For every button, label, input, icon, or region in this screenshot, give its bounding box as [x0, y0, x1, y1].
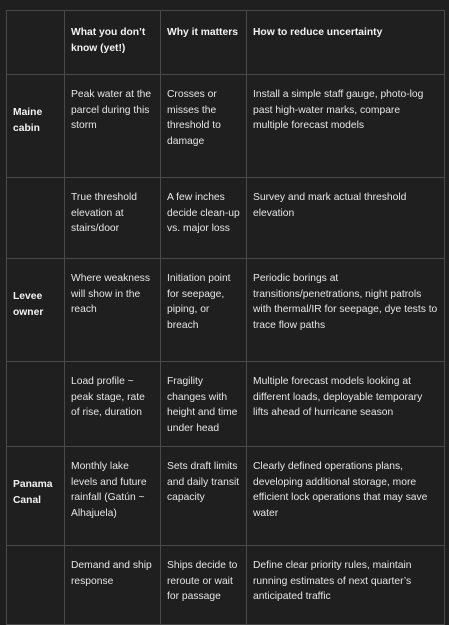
entity-cell: Panama Canal [7, 447, 65, 546]
reduce-cell: Define clear priority rules, maintain running estimates of next quarter’s anticipated traffic [247, 546, 445, 625]
table-row [7, 362, 445, 447]
table-row [7, 546, 445, 625]
table-row [7, 259, 445, 362]
entity-cell [7, 546, 65, 625]
uncertainty-table [6, 10, 445, 625]
reduce-cell: Periodic borings at transitions/penetrations, night patrols with thermal/IR for seepage, dye tests to trace flow paths [247, 259, 445, 362]
entity-cell [7, 362, 65, 447]
entity-cell: Maine cabin [7, 75, 65, 178]
entity-cell: Levee owner [7, 259, 65, 362]
matters-cell: A few inches decide clean-up vs. major loss [161, 178, 247, 259]
unknown-cell: Demand and ship response [65, 546, 161, 625]
header-unknown: What you don’t know (yet!) [65, 11, 161, 75]
unknown-cell: Monthly lake levels and future rainfall (Gatún ~ Alhajuela) [65, 447, 161, 546]
reduce-cell: Clearly defined operations plans, developing additional storage, more efficient lock operations that may save water [247, 447, 445, 546]
table-row [7, 75, 445, 178]
header-row [7, 11, 445, 75]
header-reduce: How to reduce uncertainty [247, 11, 445, 75]
matters-cell: Crosses or misses the threshold to damage [161, 75, 247, 178]
reduce-cell: Multiple forecast models looking at different loads, deployable temporary lifts ahead of hurricane season [247, 362, 445, 447]
unknown-cell: True threshold elevation at stairs/door [65, 178, 161, 259]
header-matters: Why it matters [161, 11, 247, 75]
table-row [7, 178, 445, 259]
uncertainty-table-container [6, 10, 444, 625]
entity-cell [7, 178, 65, 259]
matters-cell: Fragility changes with height and time under head [161, 362, 247, 447]
matters-cell: Initiation point for seepage, piping, or breach [161, 259, 247, 362]
reduce-cell: Install a simple staff gauge, photo-log past high-water marks, compare multiple forecast models [247, 75, 445, 178]
header-entity [7, 11, 65, 75]
table-row [7, 447, 445, 546]
matters-cell: Ships decide to reroute or wait for passage [161, 546, 247, 625]
unknown-cell: Where weakness will show in the reach [65, 259, 161, 362]
reduce-cell: Survey and mark actual threshold elevation [247, 178, 445, 259]
unknown-cell: Peak water at the parcel during this storm [65, 75, 161, 178]
matters-cell: Sets draft limits and daily transit capacity [161, 447, 247, 546]
unknown-cell: Load profile ~ peak stage, rate of rise, duration [65, 362, 161, 447]
